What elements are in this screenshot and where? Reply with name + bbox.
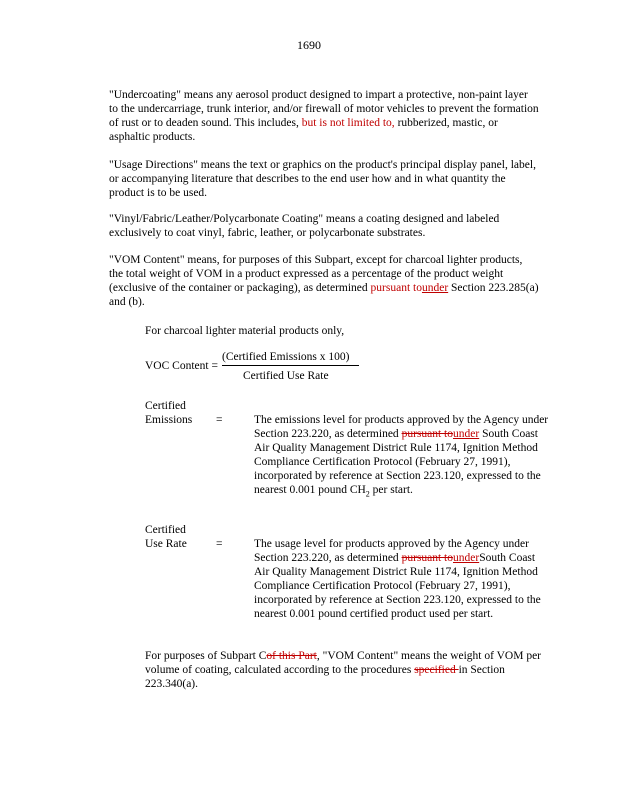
deleted-text: specified	[414, 664, 459, 676]
inserted-text: under	[421, 282, 449, 294]
deleted-text: pursuant to	[401, 552, 453, 564]
vinyl-coating-definition: "Vinyl/Fabric/Leather/Polycarbonate Coating" means a coating designed and labeled exclusively to coat vinyl, fabric, leather, or polycarbonate substrates.	[109, 213, 500, 239]
deleted-text: pursuant to	[401, 428, 453, 440]
certified-use-rate-definition: The usage level for products approved by the Agency under Section 223.220, as determined pursuant tounderSouth Coast Air Quality Management District Rule 1174, Ignition Method Compliance Certification Protocol (February 27, 1991), incorporated by reference at Section 223.120, expressed to the nearest 0.001 pound certified product used per start.	[254, 538, 541, 620]
equals-sign: =	[216, 538, 223, 550]
vom-content-definition: "VOM Content" means, for purposes of this Subpart, except for charcoal lighter products, the total weight of VOM in a product expressed as a percentage of the product weight (exclusive of the container or packaging), as determined pursuant tounder Section 223.285(a) and (b).	[109, 254, 539, 308]
certified-emissions-definition: The emissions level for products approved by the Agency under Section 223.220, as determined pursuant tounder South Coast Air Quality Management District Rule 1174, Ignition Method Compliance Certification Protocol (February 27, 1991), incorporated by reference at Section 223.120, expressed to the nearest 0.001 pound $CH_2$ per start.	[254, 414, 549, 499]
formula-numerator: (Certified Emissions x 100)	[222, 351, 350, 363]
subpart-c-vom-definition: For purposes of Subpart Cof this Part, "VOM Content" means the weight of VOM per volume of coating, calculated according to the procedures specified in Section 223.340(a).	[145, 650, 542, 690]
page-number: 1690	[297, 38, 321, 52]
term-certified-emissions: Certified Emissions	[145, 400, 193, 426]
formula-lhs: VOC Content =	[145, 360, 218, 372]
deleted-text: of this Part	[266, 650, 317, 662]
deleted-text: but is not limited to,	[301, 117, 395, 129]
term-certified-use-rate: Certified Use Rate	[145, 524, 187, 550]
deleted-text: pursuant to	[370, 282, 422, 294]
fraction-bar	[222, 365, 359, 366]
equals-sign: =	[216, 414, 223, 426]
inserted-text: under	[453, 552, 480, 564]
undercoating-definition: "Undercoating" means any aerosol product designed to impart a protective, non-paint layer to the undercarriage, trunk interior, and/or firewall of motor vehicles to prevent the formation of rust or to deaden sound. This includes, but is not limited to, rubberized, mastic, or asphaltic products.	[109, 89, 539, 143]
usage-directions-definition: "Usage Directions" means the text or graphics on the product's principal display panel, label, or accompanying literature that describes to the end user how and in what quantity the product is to be used.	[109, 159, 536, 199]
formula-denominator: Certified Use Rate	[243, 370, 329, 382]
inserted-text: under	[453, 428, 480, 440]
charcoal-intro: For charcoal lighter material products only,	[145, 325, 345, 337]
